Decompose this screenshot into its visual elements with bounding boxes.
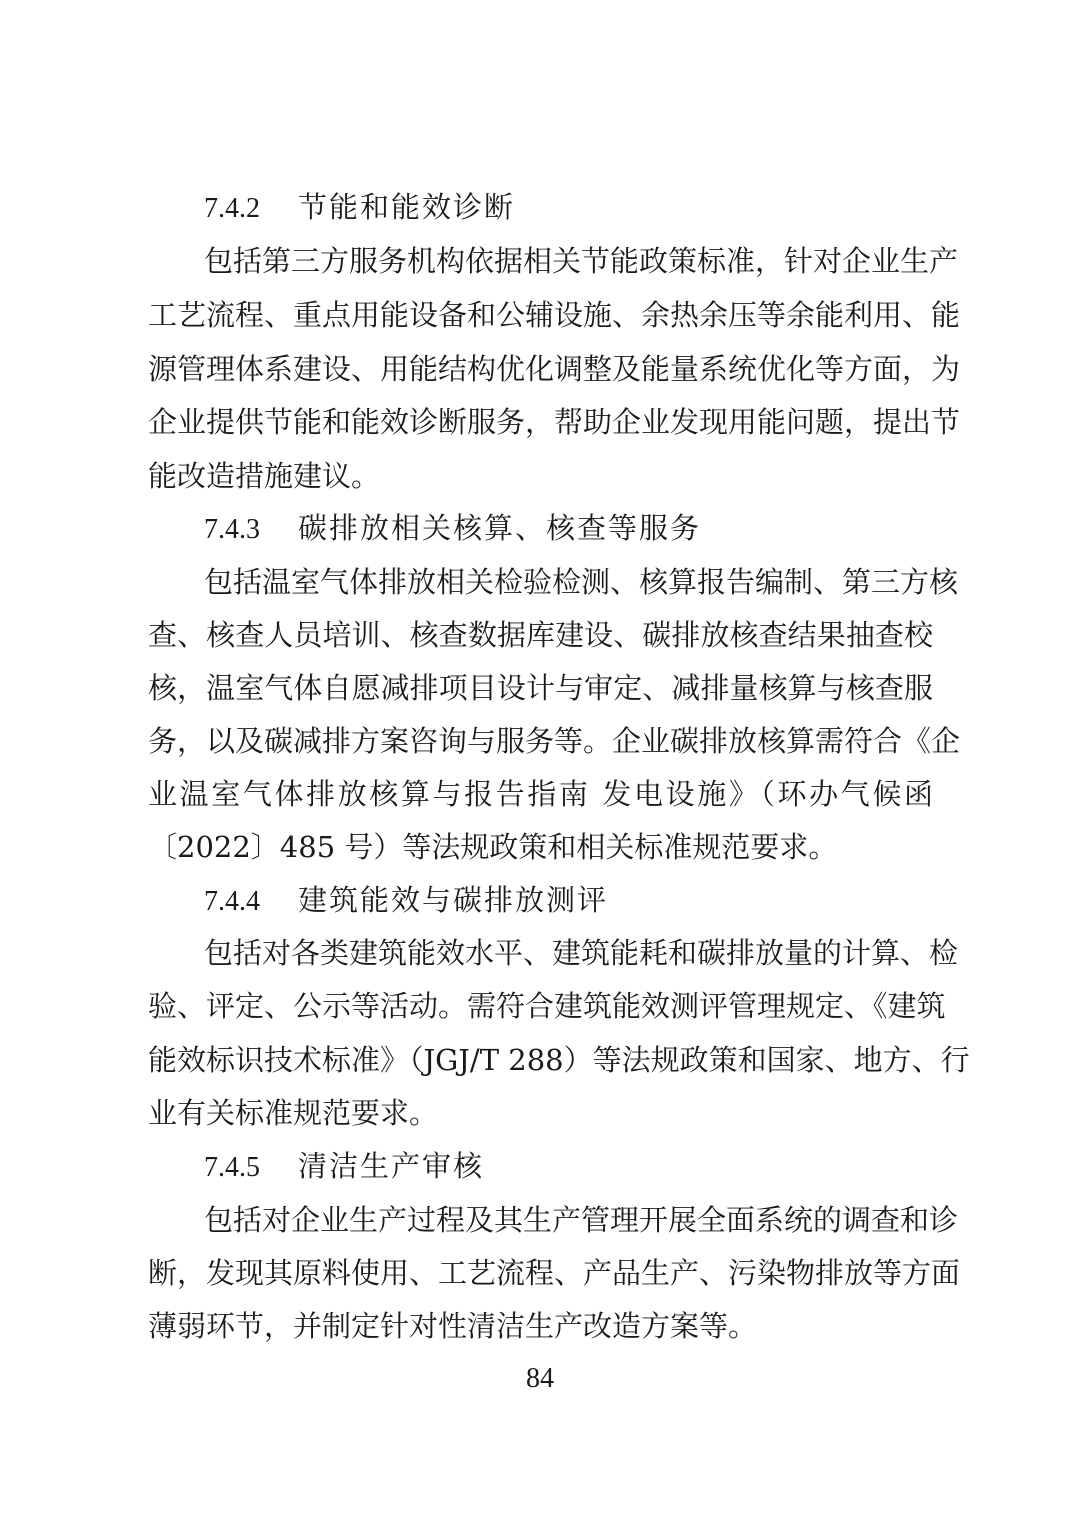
paragraph-line: 验、评定、公示等活动。需符合建筑能效测评管理规定、《建筑 [148, 989, 946, 1023]
paragraph-line: 〔2022〕485 号）等法规政策和相关标准规范要求。 [148, 830, 838, 864]
paragraph-line: 企业提供节能和能效诊断服务，帮助企业发现用能问题，提出节 [148, 405, 961, 439]
paragraph-line: 能改造措施建议。 [148, 459, 381, 493]
paragraph-line: 务，以及碳减排方案咨询与服务等。企业碳排放核算需符合《企 [148, 724, 961, 758]
paragraph-line: 断，发现其原料使用、工艺流程、产品生产、污染物排放等方面 [148, 1256, 961, 1290]
section-number: 7.4.2 [204, 193, 260, 224]
paragraph-line: 包括对各类建筑能效水平、建筑能耗和碳排放量的计算、检 [204, 936, 959, 970]
section-title: 节能和能效诊断 [298, 190, 516, 224]
section-heading-7-4-5 [204, 1139, 484, 1193]
section-number: 7.4.4 [204, 886, 260, 917]
paragraph-line: 工艺流程、重点用能设备和公辅设施、余热余压等余能利用、能 [148, 298, 961, 332]
section-title: 碳排放相关核算、核查等服务 [298, 511, 702, 545]
paragraph-line: 核，温室气体自愿减排项目设计与审定、减排量核算与核查服 [148, 671, 933, 705]
section-title: 建筑能效与碳排放测评 [298, 883, 609, 917]
paragraph-line: 业有关标准规范要求。 [148, 1096, 439, 1130]
section-number: 7.4.3 [204, 514, 260, 545]
page-number: 84 [526, 1363, 554, 1394]
paragraph-line: 包括温室气体排放相关检验检测、核算报告编制、第三方核 [204, 565, 959, 599]
section-heading-7-4-2 [204, 180, 515, 234]
section-heading-7-4-4 [204, 873, 608, 927]
paragraph-line: 薄弱环节，并制定针对性清洁生产改造方案等。 [148, 1309, 758, 1343]
paragraph-line: 查、核查人员培训、核查数据库建设、碳排放核查结果抽查校 [148, 618, 933, 652]
section-title: 清洁生产审核 [298, 1149, 485, 1183]
section-heading-7-4-3 [204, 501, 701, 555]
paragraph-line: 能效标识技术标准》（JGJ/T 288）等法规政策和国家、地方、行 [148, 1043, 970, 1077]
paragraph-line: 包括第三方服务机构依据相关节能政策标准，针对企业生产 [204, 244, 959, 278]
section-number: 7.4.5 [204, 1152, 260, 1183]
paragraph-line: 业温室气体排放核算与报告指南 发电设施》（环办气候函 [148, 777, 933, 811]
paragraph-line: 包括对企业生产过程及其生产管理开展全面系统的调查和诊 [204, 1203, 959, 1237]
paragraph-line: 源管理体系建设、用能结构优化调整及能量系统优化等方面，为 [148, 352, 961, 386]
